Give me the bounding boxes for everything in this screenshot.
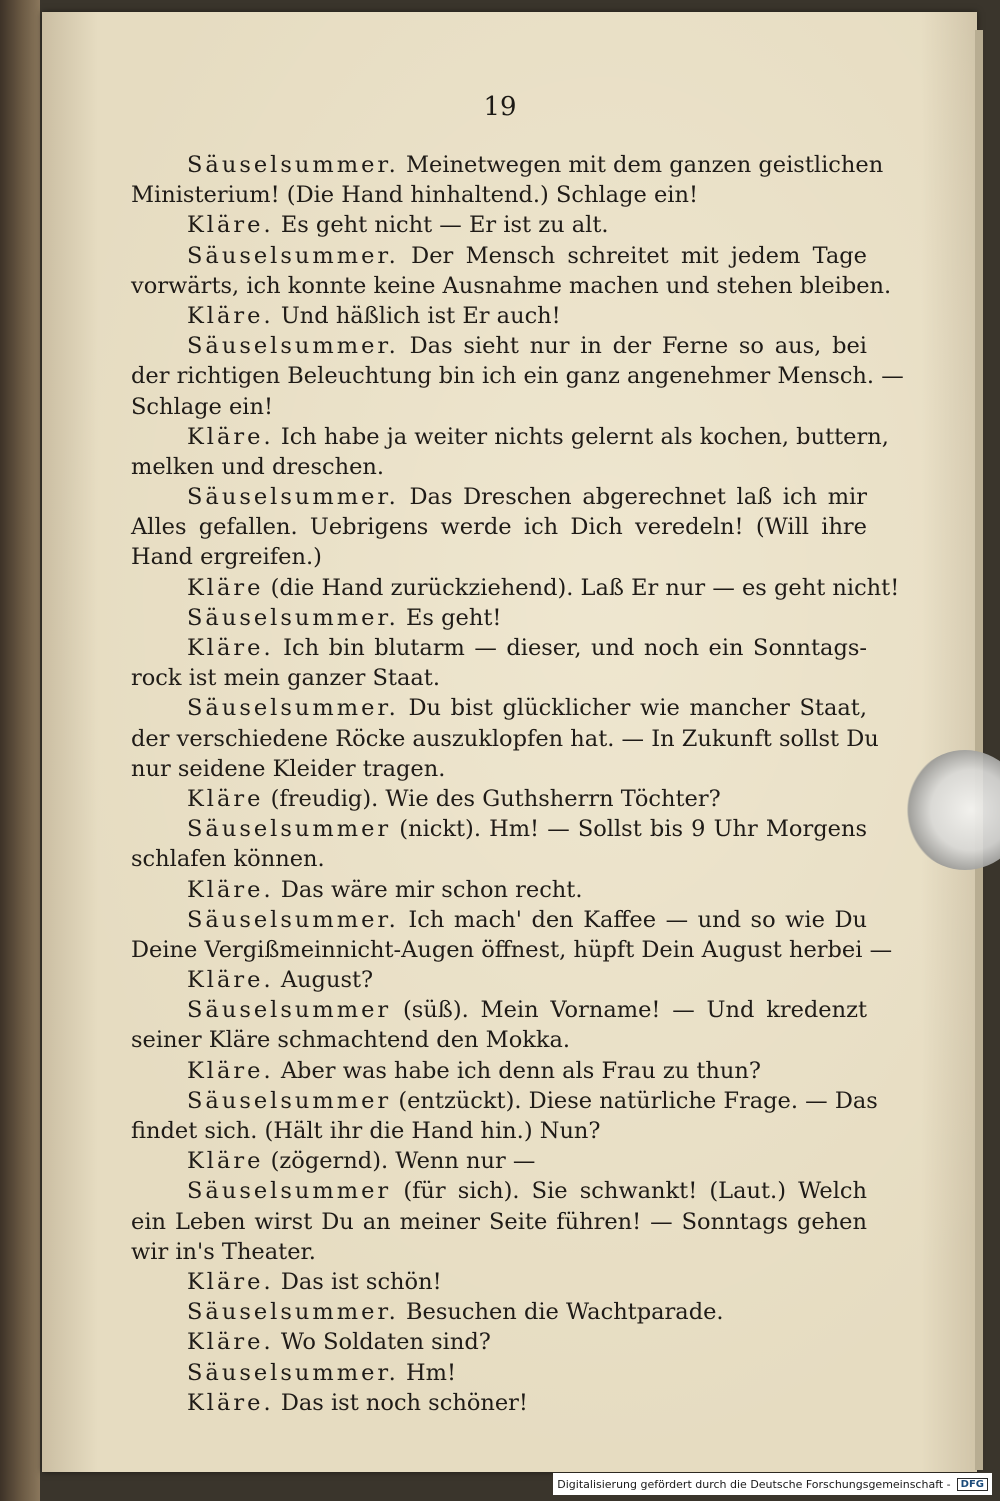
text-line (131, 301, 867, 331)
text-line (131, 180, 867, 210)
line-text: Besuchen die Wachtparade. (406, 1299, 724, 1326)
text-line (131, 150, 884, 180)
line-text: (freudig). Wie des Guthsherrn Töchter? (270, 785, 721, 812)
line-text: Der Mensch schreitet mit jedem Tage (411, 242, 867, 269)
speaker-name: Kläre (187, 574, 264, 601)
text-line (131, 542, 867, 572)
text-line (131, 875, 867, 905)
text-line (131, 754, 867, 784)
text-line (131, 271, 892, 301)
line-text: Wo Soldaten sind? (280, 1329, 491, 1356)
line-text: Und häßlich ist Er auch! (280, 302, 561, 329)
line-text: Meinetwegen mit dem ganzen geistlichen (406, 152, 884, 178)
line-text: der verschiedene Röcke auszuklopfen hat. — In Zukunft sollst Du (131, 725, 879, 752)
line-text: seiner Kläre schmachtend den Mokka. (131, 1027, 571, 1054)
line-text: melken und dreschen. (131, 453, 385, 480)
text-line (131, 1086, 878, 1116)
line-text: Du bist glücklicher wie mancher Staat, (408, 695, 867, 722)
speaker-name: Kläre. (187, 635, 274, 661)
line-text: (die Hand zurückziehend). Laß Er nur — es geht nicht! (270, 574, 900, 601)
speaker-name: Säuselsummer. (187, 695, 399, 722)
line-text: (entzückt). Diese natürliche Frage. — Das (398, 1087, 878, 1114)
text-line (131, 905, 867, 935)
page-number: 19 (483, 92, 517, 122)
line-text: der richtigen Beleuchtung bin ich ein ganz angenehmer Mensch. — (131, 363, 904, 390)
text-line (131, 965, 867, 995)
line-text: Hm! (406, 1359, 456, 1386)
text-line (131, 603, 867, 633)
text-line (131, 935, 893, 965)
line-text: ein Leben wirst Du an meiner Seite führen! — Sonntags gehen (131, 1208, 867, 1235)
page-edge (975, 30, 983, 1470)
speaker-name: Kläre. (187, 423, 274, 450)
text-line (131, 1237, 867, 1267)
speaker-name: Kläre. (187, 212, 274, 239)
text-line (131, 814, 867, 844)
text-line (131, 1327, 867, 1357)
text-line (131, 573, 900, 603)
text-line (131, 844, 867, 874)
text-line (131, 724, 879, 754)
text-line (131, 693, 867, 723)
line-text: Es geht nicht — Er ist zu alt. (280, 212, 609, 239)
text-line (131, 995, 867, 1025)
speaker-name: Säuselsummer. (187, 1359, 399, 1386)
speaker-name: Säuselsummer. (187, 242, 399, 269)
line-text: findet sich. (Hält ihr die Hand hin.) Nun? (131, 1118, 601, 1144)
line-text: Ich mach' den Kaffee — und so wie Du (408, 906, 867, 933)
speaker-name: Kläre. (187, 302, 274, 329)
line-text: Es geht! (406, 604, 502, 631)
line-text: (zögernd). Wenn nur — (270, 1148, 536, 1175)
speaker-name: Säuselsummer. (187, 152, 399, 178)
speaker-name: Kläre (187, 785, 264, 812)
text-line (131, 1116, 867, 1146)
line-text: Das wäre mir schon recht. (280, 876, 583, 903)
speaker-name: Säuselsummer. (187, 906, 399, 933)
speaker-name: Kläre (187, 1148, 264, 1175)
line-text: Ich habe ja weiter nichts gelernt als kochen, buttern, (280, 423, 889, 450)
text-line (131, 784, 867, 814)
text-line (131, 422, 889, 452)
text-line (131, 512, 867, 542)
text-line (131, 1056, 867, 1086)
line-text: Das sieht nur in der Ferne so aus, bei (409, 333, 868, 360)
line-text: rock ist mein ganzer Staat. (131, 665, 440, 692)
speaker-name: Säuselsummer (187, 1087, 392, 1114)
credit-text: Digitalisierung gefördert durch die Deutsche Forschungsgemeinschaft - (557, 1477, 951, 1491)
text-line (131, 1207, 867, 1237)
text-line (131, 452, 867, 482)
speaker-name: Kläre. (187, 967, 274, 994)
line-text: August? (280, 967, 374, 994)
text-line (131, 331, 867, 361)
line-text: Aber was habe ich denn als Frau zu thun? (280, 1057, 761, 1084)
text-line (131, 392, 867, 422)
text-line (131, 1025, 867, 1055)
line-text: vorwärts, ich konnte keine Ausnahme machen und stehen bleiben. (131, 272, 892, 299)
text-line (131, 1388, 867, 1418)
text-line (131, 482, 867, 512)
speaker-name: Säuselsummer (187, 997, 392, 1024)
line-text: Schlage ein! (131, 393, 274, 420)
speaker-name: Kläre. (187, 876, 274, 903)
line-text: nur seidene Kleider tragen. (131, 755, 446, 782)
line-text: Ministerium! (Die Hand hinhaltend.) Schlage ein! (131, 182, 699, 209)
dialogue-text (131, 150, 904, 1418)
speaker-name: Säuselsummer (187, 1178, 392, 1205)
line-text: (nickt). Hm! — Sollst bis 9 Uhr Morgens (399, 816, 867, 843)
line-text: Hand ergreifen.) (131, 544, 322, 571)
text-line (131, 1146, 867, 1176)
speaker-name: Kläre. (187, 1268, 274, 1295)
line-text: Das ist schön! (280, 1268, 442, 1295)
line-text: schlafen können. (131, 846, 325, 873)
text-line (131, 1267, 867, 1297)
line-text: wir in's Theater. (131, 1238, 316, 1265)
line-text: (süß). Mein Vorname! — Und kredenzt (402, 997, 867, 1024)
text-line (131, 1297, 867, 1327)
line-text: Das Dreschen abgerechnet laß ich mir (409, 484, 867, 511)
speaker-name: Säuselsummer (187, 816, 392, 843)
text-line (131, 663, 867, 693)
line-text: (für sich). Sie schwankt! (Laut.) Welch (403, 1178, 867, 1205)
text-line (131, 1358, 867, 1388)
speaker-name: Säuselsummer. (187, 604, 399, 631)
line-text: Deine Vergißmeinnicht-Augen öffnest, hüpft Dein August herbei — (131, 936, 893, 963)
speaker-name: Kläre. (187, 1329, 274, 1356)
text-line (131, 633, 867, 663)
dfg-logo: DFG (957, 1478, 988, 1491)
text-line (131, 241, 867, 271)
line-text: Alles gefallen. Uebrigens werde ich Dich veredeln! (Will ihre (131, 514, 867, 541)
speaker-name: Säuselsummer. (187, 333, 399, 360)
speaker-name: Kläre. (187, 1389, 274, 1416)
line-text: Das ist noch schöner! (280, 1389, 528, 1416)
text-line (131, 1176, 867, 1206)
text-line (131, 361, 904, 391)
speaker-name: Säuselsummer. (187, 1299, 399, 1326)
speaker-name: Säuselsummer. (187, 484, 399, 511)
line-text: Ich bin blutarm — dieser, und noch ein Sonntags- (283, 635, 867, 661)
binding-edge (0, 0, 40, 1501)
digitization-credit (553, 1473, 992, 1495)
text-line (131, 210, 867, 240)
speaker-name: Kläre. (187, 1057, 274, 1084)
